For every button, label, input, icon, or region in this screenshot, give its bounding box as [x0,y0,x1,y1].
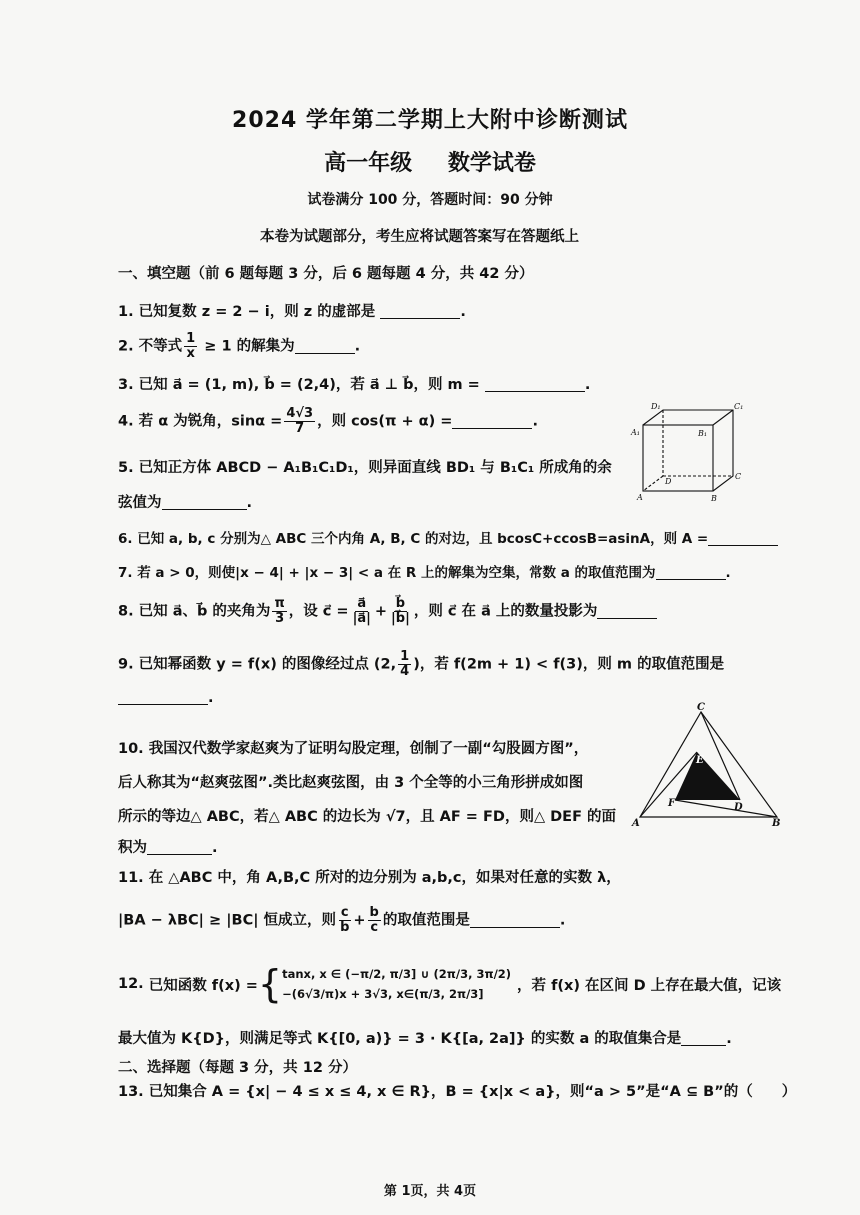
answer-blank[interactable] [681,1045,726,1046]
exam-title: 2024 学年第二学期上大附中诊断测试 [232,108,628,133]
section-1-title: 一、填空题（前 6 题每题 3 分，后 6 题每题 4 分，共 42 分） [118,266,534,282]
question-12: 12. 已知函数 f(x) = { tanx, x ∈ (−π/2, π/3] ∪ (2π/3, 3π/2) −(6√3/π)x + 3√3, x∈(π/3, 2π/3] ，若 f(x) 在区间 D 上存在最大值，记该 [118,962,782,1006]
shaded-triangle-def [675,752,740,800]
cube-figure [625,400,750,505]
cube-label: C₁ [734,402,744,411]
question-4: 4. 若 α 为锐角，sinα = $\frac{4√3}{7}$ ，则 cos(π + α) = . [118,406,538,436]
answer-blank[interactable] [470,927,560,928]
cube-label: A [637,493,643,502]
cube-hidden-edge [643,476,663,491]
triangle-label: F [668,798,676,809]
piecewise-cases: tanx, x ∈ (−π/2, π/3] ∪ (2π/3, 3π/2) −(6√3/π)x + 3√3, x∈(π/3, 2π/3] [282,967,512,1001]
fraction: $\frac{1}{x}$ [186,331,196,361]
answer-blank[interactable] [147,854,212,855]
fraction: $\frac{4√3}{7}$ [286,406,314,436]
answer-blank[interactable] [452,428,532,429]
cube-label: B [711,494,717,503]
fraction: $\frac{b⃗}{|b⃗|}$ [391,596,410,626]
cube-edge [713,410,733,425]
fraction: $\frac{a⃗}{|a⃗|}$ [352,596,371,626]
fraction: $\frac{b}{c}$ [369,905,379,935]
question-12-cont: 最大值为 K{D}，则满足等式 K{[0, a)} = 3 · K{[a, 2a]} 的实数 a 的取值集合是 . [118,1031,732,1047]
triangle-label: A [632,818,640,829]
answer-blank[interactable] [380,318,460,319]
triangle-label: B [772,818,781,829]
question-6: 6. 已知 a, b, c 分别为△ ABC 三个内角 A, B, C 的对边，且 bcosC+ccosB=asinA，则 A = [118,527,778,547]
question-10-line4: 积为 . [118,840,218,856]
triangle-label: E [696,755,704,766]
triangle-label: C [697,702,705,713]
cube-label: D [665,477,672,486]
question-3: 3. 已知 a⃗ = (1, m), b⃗ = (2,4)，若 a⃗ ⊥ b⃗，则 m = . [118,377,591,393]
question-1: 1. 已知复数 z = 2 − i，则 z 的虚部是 . [118,304,466,320]
fraction: $\frac{\pi}{3}$ [274,596,285,626]
exam-subtitle [0,146,860,177]
question-8: 8. 已知 a⃗、b⃗ 的夹角为 $\frac{\pi}{3}$ ，设 c⃗ = $\frac{a⃗}{|a⃗|}$ + $\frac{b⃗}{|b⃗|}$ ，则 c⃗ 在 a⃗ 上的数量投影为 [118,597,657,626]
question-9: 9. 已知幂函数 y = f(x) 的图像经过点 (2, $\frac{1}{4}$ )，若 f(2m + 1) < f(3)，则 m 的取值范围是 [118,649,725,679]
cube-label: B₁ [698,429,708,438]
question-7: 7. 若 a > 0，则使|x − 4| + |x − 3| < a 在 R 上的解集为空集，常数 a 的取值范围为 . [118,565,731,581]
question-2: 2. 不等式 $\frac{1}{x}$ ≥ 1 的解集为 . [118,331,361,361]
exam-info: 试卷满分 100 分，答题时间：90 分钟 [307,192,553,208]
cube-label: C [735,472,742,481]
zhaoshuang-triangle-figure [630,700,790,830]
question-9-cont: . [118,690,214,706]
cube-label: A₁ [631,428,640,437]
cube-label: D₁ [651,402,661,411]
page-footer: 第 1页，共 4页 [383,1184,477,1199]
answer-blank[interactable] [295,353,355,354]
answer-blank[interactable] [656,579,726,580]
answer-blank[interactable] [162,509,247,510]
question-5-cont: 弦值为 . [118,495,253,511]
question-10-line2: 后人称其为“赵爽弦图”.类比赵爽弦图，由 3 个全等的小三角形拼成如图 [118,775,584,791]
question-5: 5. 已知正方体 ABCD − A₁B₁C₁D₁，则异面直线 BD₁ 与 B₁C₁ 所成角的余 [118,460,612,476]
exam-notice: 本卷为试题部分，考生应将试题答案写在答题纸上 [260,229,579,245]
question-13: 13. 已知集合 A = {x| − 4 ≤ x ≤ 4, x ∈ R}，B = {x|x < a}，则“a > 5”是“A ⊆ B”的（ ） [118,1084,797,1100]
answer-blank[interactable] [118,704,208,705]
fraction: $\frac{c}{b}$ [340,905,350,935]
answer-blank[interactable] [597,618,657,619]
answer-blank[interactable] [708,545,778,546]
section-2-title: 二、选择题（每题 3 分，共 12 分） [118,1060,357,1076]
answer-blank[interactable] [485,391,585,392]
grade-label: 高一年级 [324,151,413,176]
subject-label: 数学试卷 [447,151,536,176]
question-10-line3: 所示的等边△ ABC，若△ ABC 的边长为 √7，且 AF = FD，则△ DEF 的面 [118,809,617,825]
inner-line [675,800,777,817]
question-11: 11. 在 △ABC 中，角 A,B,C 所对的边分别为 a,b,c，如果对任意的实数 λ， [118,870,621,886]
piecewise-brace: { [257,962,283,1006]
question-10: 10. 我国汉代数学家赵爽为了证明勾股定理，创制了一副“勾股圆方图”， [118,741,589,757]
cube-back-edges [643,410,733,491]
triangle-label: D [734,802,743,813]
question-11-cont: |BA − λBC| ≥ |BC| 恒成立，则 $\frac{c}{b}$ + $\frac{b}{c}$ 的取值范围是 . [118,905,566,935]
fraction: $\frac{1}{4}$ [400,649,410,679]
